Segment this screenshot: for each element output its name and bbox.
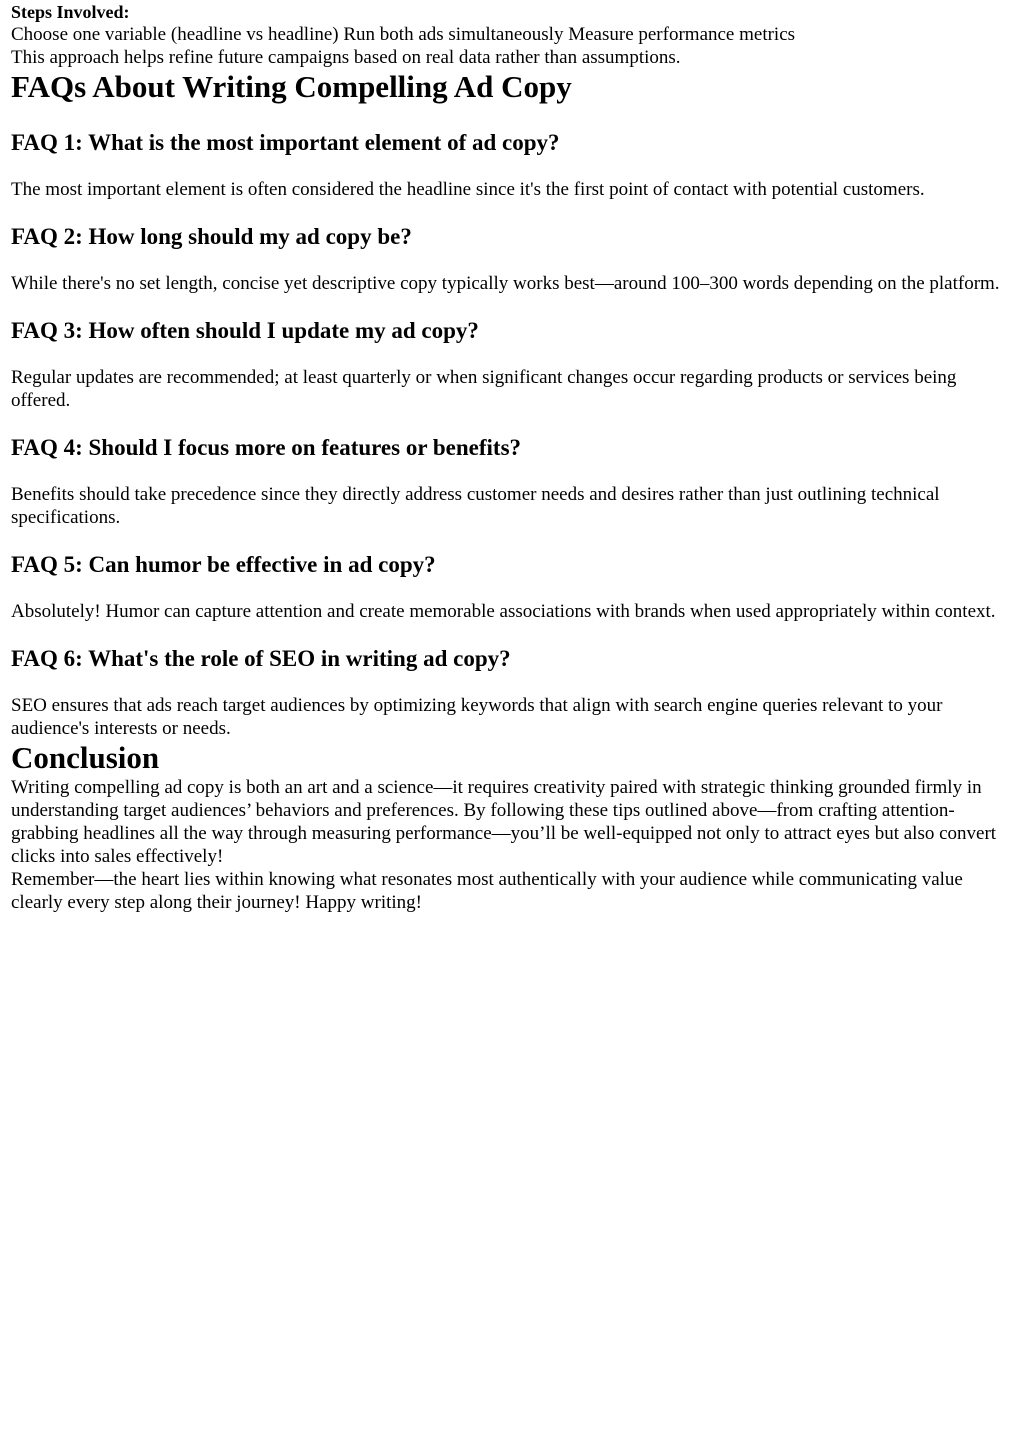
faq-question: FAQ 4: Should I focus more on features or benefits?	[11, 435, 522, 460]
faq-answer: SEO ensures that ads reach target audiences by optimizing keywords that align with search engine queries relevant to your audience's interests or needs.	[11, 695, 943, 739]
conclusion-paragraph: Remember—the heart lies within knowing what resonates most authentically with your audience while communicating value clearly every step along their journey! Happy writing!	[11, 869, 963, 913]
faq-question: FAQ 2: How long should my ad copy be?	[11, 224, 412, 249]
faq-answer: While there's no set length, concise yet descriptive copy typically works best—around 100–300 words depending on the platform.	[11, 273, 1000, 294]
faq-item	[11, 223, 1010, 295]
faq-item	[11, 317, 1010, 412]
faq-list	[11, 129, 1010, 740]
faq-answer: Benefits should take precedence since they directly address customer needs and desires rather than just outlining technical specifications.	[11, 484, 940, 528]
approach-paragraph: This approach helps refine future campaigns based on real data rather than assumptions.	[11, 47, 681, 68]
faq-question: FAQ 1: What is the most important element of ad copy?	[11, 130, 560, 155]
faq-question: FAQ 6: What's the role of SEO in writing ad copy?	[11, 646, 511, 671]
faq-item	[11, 645, 1010, 740]
conclusion-paragraph: Writing compelling ad copy is both an art and a science—it requires creativity paired with strategic thinking grounded firmly in understanding target audiences’ behaviors and preferences. By following these tips outlined above—from crafting attention-grabbing headlines all the way through measuring performance—you’ll be well-equipped not only to attract eyes but also convert clicks into sales effectively!	[11, 777, 997, 867]
faq-question: FAQ 5: Can humor be effective in ad copy?	[11, 552, 436, 577]
faq-item	[11, 434, 1010, 529]
faq-answer: The most important element is often considered the headline since it's the first point of contact with potential customers.	[11, 179, 925, 200]
steps-involved-label: Steps Involved:	[11, 2, 130, 22]
conclusion-title: Conclusion	[11, 740, 160, 775]
steps-text: Choose one variable (headline vs headline) Run both ads simultaneously Measure performance metrics	[11, 24, 796, 45]
faq-question: FAQ 3: How often should I update my ad copy?	[11, 318, 479, 343]
faq-section-title: FAQs About Writing Compelling Ad Copy	[11, 69, 572, 104]
faq-item	[11, 551, 1010, 623]
faq-answer: Regular updates are recommended; at least quarterly or when significant changes occur regarding products or services being offered.	[11, 367, 957, 411]
faq-answer: Absolutely! Humor can capture attention and create memorable associations with brands when used appropriately within context.	[11, 601, 996, 622]
article-body	[0, 1, 1024, 914]
faq-item	[11, 129, 1010, 201]
